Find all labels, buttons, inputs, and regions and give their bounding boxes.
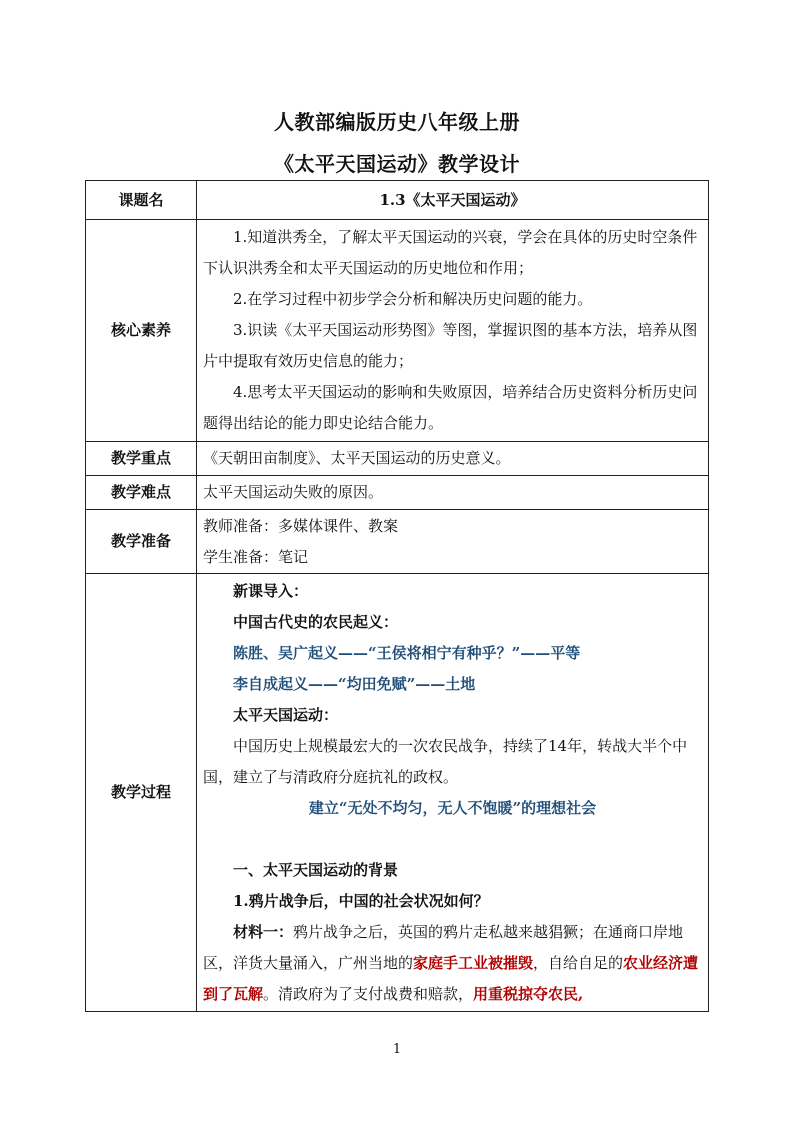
core-content xyxy=(197,220,709,442)
document-title: 人教部编版历史八年级上册 xyxy=(274,110,520,134)
material-1 xyxy=(203,917,702,1010)
taiping-text: 中国历史上规模最宏大的一次农民战争，持续了14年，转战大半个中国，建立了与清政府分庭抗礼的政权。 xyxy=(203,736,688,786)
question-1: 1.鸦片战争后，中国的社会状况如何？ xyxy=(233,891,489,910)
section-heading: 一、太平天国运动的背景 xyxy=(233,860,399,879)
topic-value: 1.3《太平天国运动》 xyxy=(197,181,709,220)
ancient-heading: 中国古代史的农民起义： xyxy=(233,612,399,631)
table-row-difficulty xyxy=(86,476,709,510)
prep-content xyxy=(197,510,709,574)
core-item: 2.在学习过程中初步学会分析和解决历史问题的能力。 xyxy=(233,290,593,308)
material-label: 材料一： xyxy=(233,922,294,941)
teacher-prep: 教师准备：多媒体课件、教案 xyxy=(203,516,399,535)
material-highlight: 家庭手工业被摧毁 xyxy=(413,953,534,972)
process-content xyxy=(197,574,709,1012)
blank-line xyxy=(203,824,702,855)
topic-label: 课题名 xyxy=(86,181,197,220)
key-value: 《天朝田亩制度》、太平天国运动的历史意义。 xyxy=(197,442,709,476)
process-label: 教学过程 xyxy=(86,574,197,1012)
material-highlight: 用重税掠夺农民, xyxy=(473,984,584,1003)
prep-label: 教学准备 xyxy=(86,510,197,574)
material-text: ，自给自足的 xyxy=(533,953,624,972)
core-item: 3.识读《太平天国运动形势图》等图，掌握识图的基本方法，培养从图片中提取有效历史信息的能力； xyxy=(203,321,698,370)
key-label: 教学重点 xyxy=(86,442,197,476)
page-number: 1 xyxy=(392,1042,402,1057)
table-row-prep xyxy=(86,510,709,574)
lesson-plan-table xyxy=(85,180,709,1012)
difficulty-label: 教学难点 xyxy=(86,476,197,510)
material-highlight: 农业经济遭到了瓦解 xyxy=(203,953,699,1003)
difficulty-value: 太平天国运动失败的原因。 xyxy=(197,476,709,510)
uprising-1: 陈胜、吴广起义——“王侯将相宁有种乎？”——平等 xyxy=(233,643,581,662)
uprising-2: 李自成起义——“均田免赋”——土地 xyxy=(233,674,476,693)
table-row-process xyxy=(86,574,709,1012)
ideal-society: 建立“无处不均匀，无人不饱暖”的理想社会 xyxy=(308,798,597,817)
core-item: 4.思考太平天国运动的影响和失败原因，培养结合历史资料分析历史问题得出结论的能力即史论结合能力。 xyxy=(203,383,698,432)
material-text: 鸦片战争之后，英国的鸦片走私越来越猖獗；在通商口岸地区，洋货大量涌入，广州当地的 xyxy=(203,922,684,972)
student-prep: 学生准备：笔记 xyxy=(203,547,309,566)
intro-heading: 新课导入： xyxy=(233,581,309,600)
taiping-heading: 太平天国运动： xyxy=(233,705,339,724)
core-label: 核心素养 xyxy=(86,220,197,442)
table-row-core xyxy=(86,220,709,442)
material-text: 。清政府为了支付战费和赔款， xyxy=(263,984,474,1003)
table-row-topic xyxy=(86,181,709,220)
table-row-key xyxy=(86,442,709,476)
core-item: 1.知道洪秀全，了解太平天国运动的兴衰，学会在具体的历史时空条件下认识洪秀全和太平天国运动的历史地位和作用； xyxy=(203,228,698,277)
document-subtitle: 《太平天国运动》教学设计 xyxy=(274,152,520,176)
